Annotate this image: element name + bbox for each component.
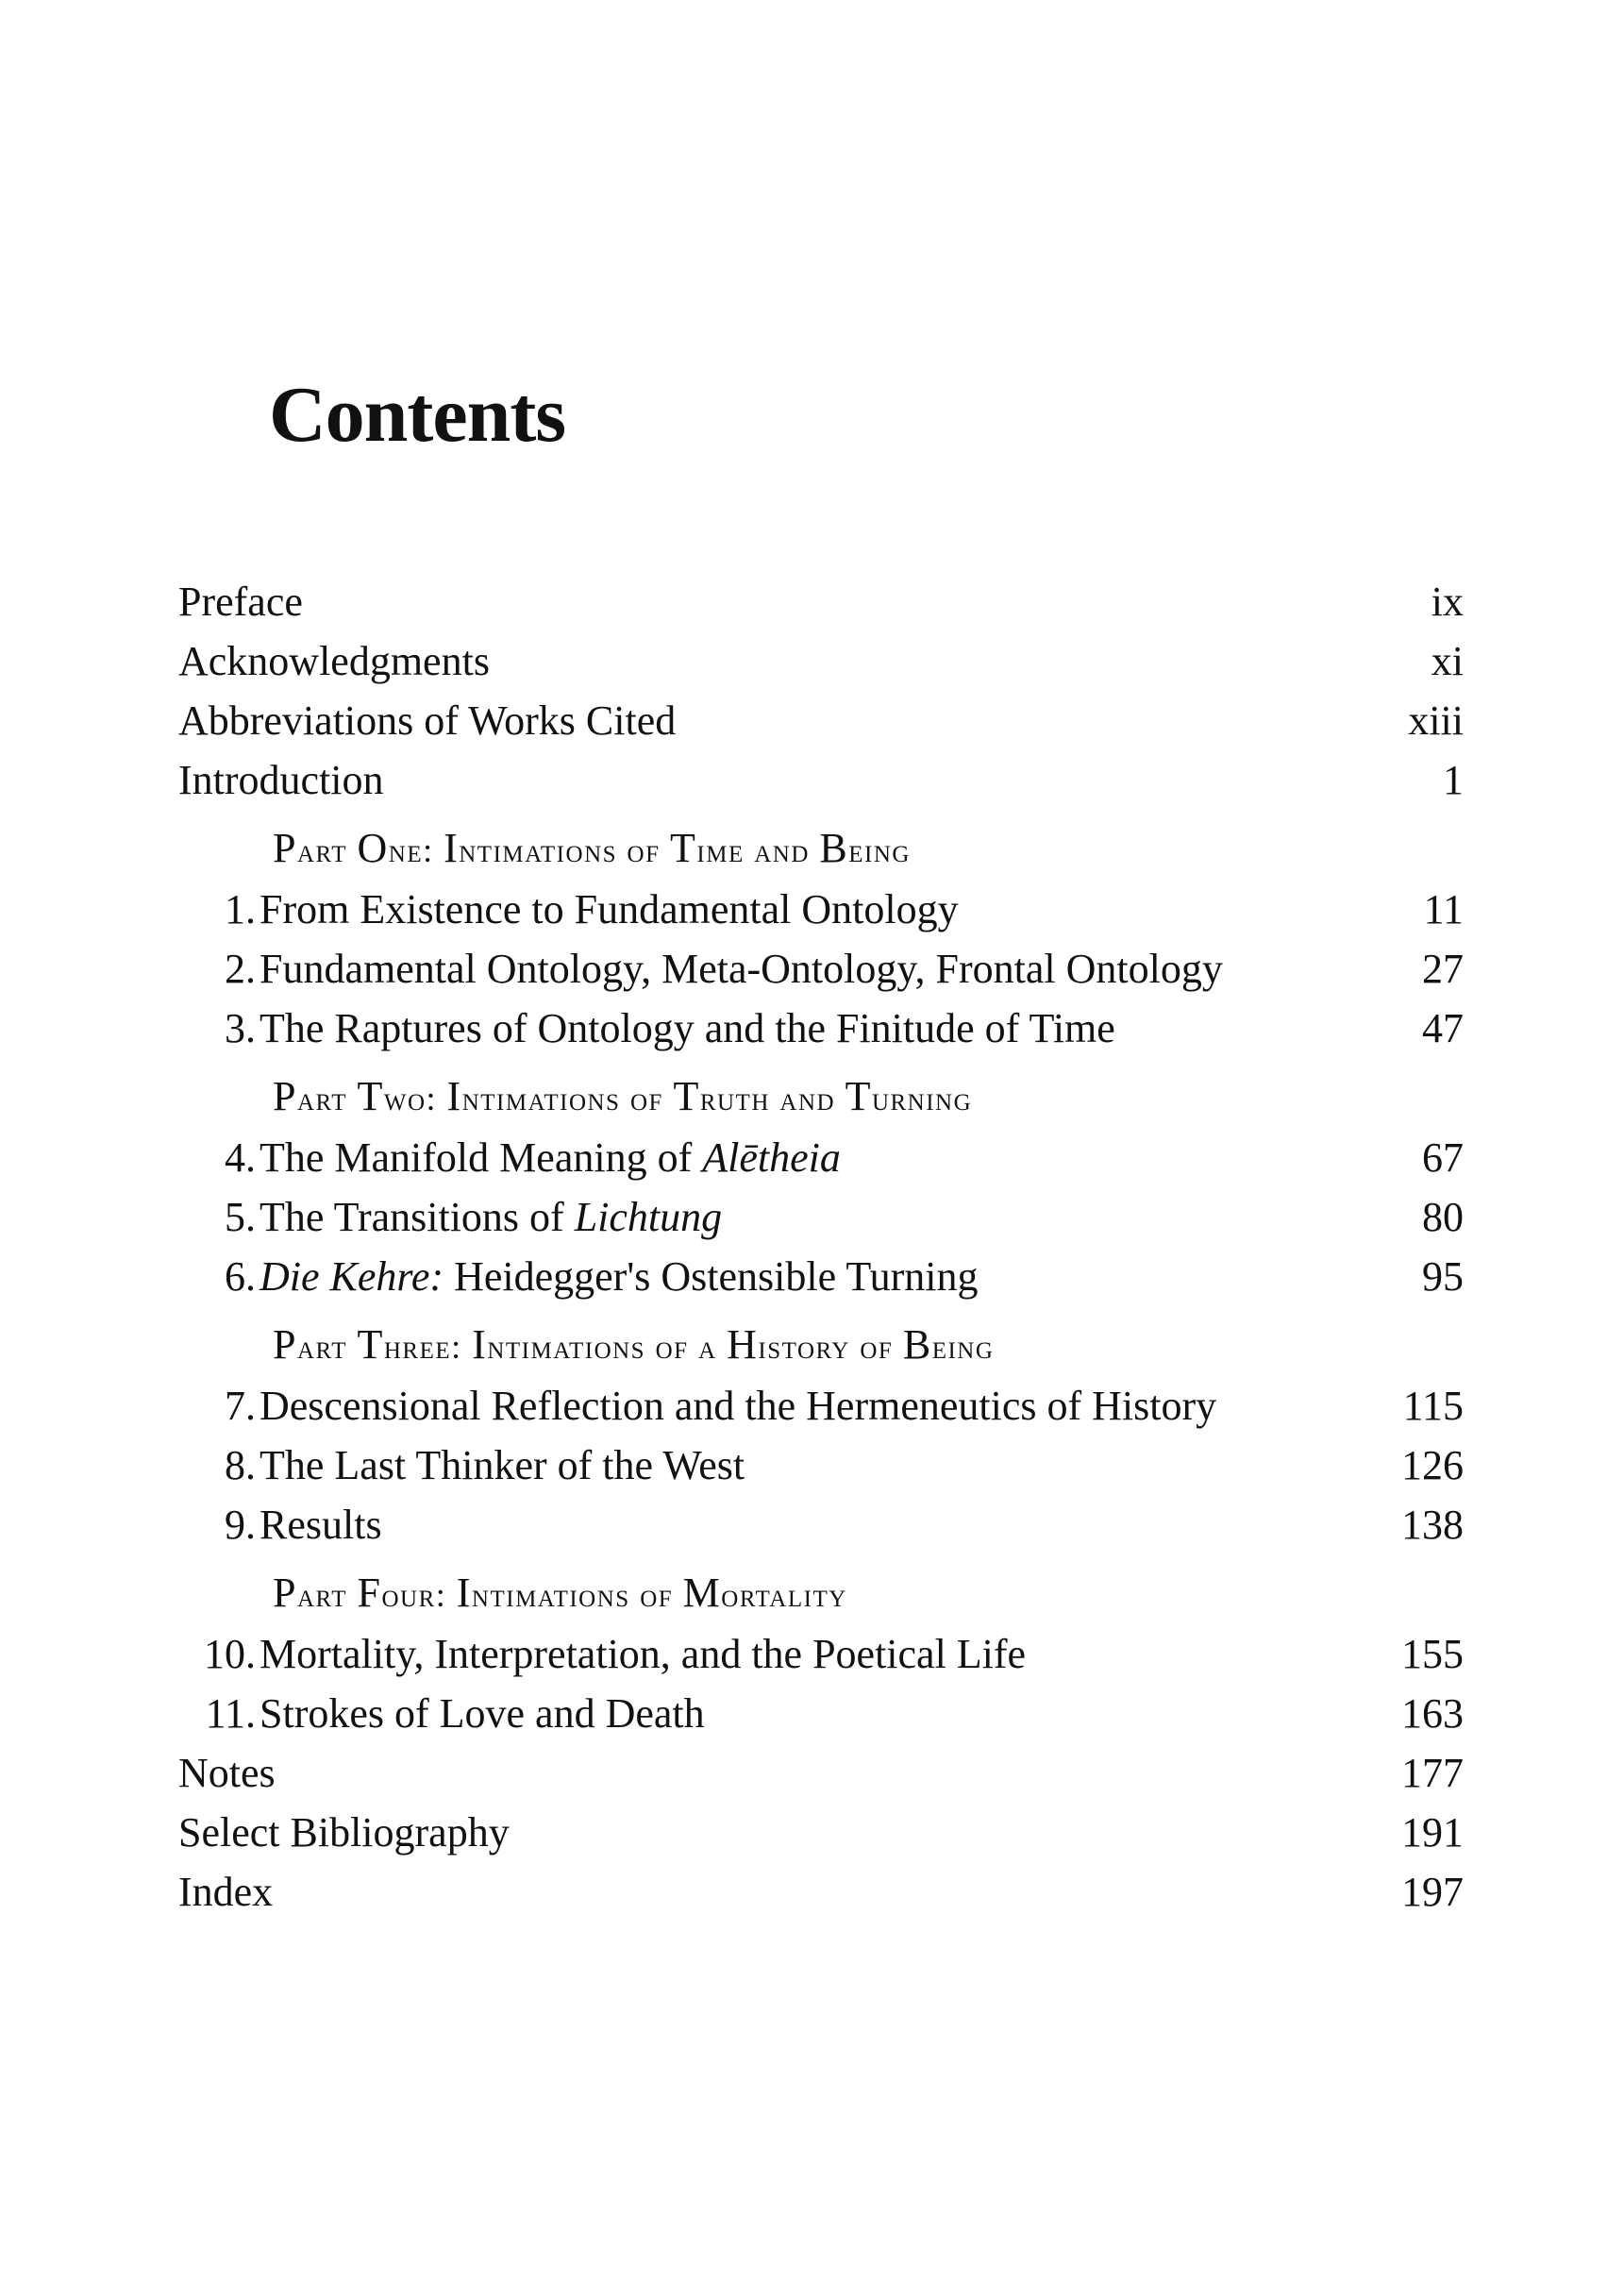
toc-chapter-2[interactable]	[178, 939, 1464, 999]
toc-entry-abbreviations[interactable]	[178, 691, 1464, 750]
chapter-number: 7.	[225, 1383, 256, 1429]
toc-entry-page: xiii	[1408, 697, 1464, 744]
chapter-title	[260, 1247, 979, 1306]
chapter-title: Mortality, Interpretation, and the Poetical Life	[260, 1631, 1027, 1677]
toc-entry-title: Notes	[178, 1750, 276, 1796]
toc-entry-title: Introduction	[178, 757, 384, 803]
toc-entry-title: Acknowledgments	[178, 638, 490, 684]
toc-chapter-4[interactable]	[178, 1128, 1464, 1187]
toc-entry-preface[interactable]	[178, 572, 1464, 631]
chapter-title-italic: Lichtung	[574, 1194, 723, 1240]
part-label: Part Two: Intimations of Truth and Turning	[273, 1073, 973, 1119]
toc-entry-title: Index	[178, 1869, 274, 1915]
chapter-title-text: The Manifold Meaning of	[260, 1134, 703, 1181]
part-label: Part Four: Intimations of Mortality	[273, 1570, 847, 1616]
part-label: Part One: Intimations of Time and Being	[273, 825, 911, 871]
chapter-page: 27	[1422, 946, 1464, 992]
toc-entry-page: 177	[1401, 1750, 1464, 1796]
chapter-title-italic: Die Kehre:	[260, 1253, 444, 1300]
chapter-title: The Raptures of Ontology and the Finitude of Time	[260, 1005, 1115, 1051]
table-of-contents	[178, 572, 1464, 1922]
chapter-title	[260, 1187, 722, 1247]
toc-chapter-6[interactable]	[178, 1247, 1464, 1306]
chapter-page: 47	[1422, 1005, 1464, 1051]
toc-chapter-8[interactable]	[178, 1436, 1464, 1495]
toc-entry-page: ix	[1431, 579, 1464, 625]
chapter-title: Fundamental Ontology, Meta-Ontology, Frontal Ontology	[260, 946, 1223, 992]
toc-entry-index[interactable]	[178, 1862, 1464, 1922]
chapter-number: 10.	[204, 1631, 256, 1677]
chapter-title: Descensional Reflection and the Hermeneutics of History	[260, 1383, 1217, 1429]
chapter-number: 6.	[225, 1253, 256, 1300]
chapter-number: 3.	[225, 1005, 256, 1051]
chapter-page: 163	[1401, 1690, 1464, 1737]
chapter-title: The Last Thinker of the West	[260, 1442, 745, 1488]
chapter-number: 11.	[205, 1690, 256, 1737]
page-title: Contents	[269, 371, 566, 459]
toc-entry-notes[interactable]	[178, 1743, 1464, 1803]
toc-chapter-11[interactable]	[178, 1684, 1464, 1743]
chapter-page: 126	[1401, 1442, 1464, 1488]
chapter-number: 1.	[225, 886, 256, 932]
toc-entry-page: 197	[1401, 1869, 1464, 1915]
toc-chapter-3[interactable]	[178, 999, 1464, 1058]
chapter-number: 4.	[225, 1134, 256, 1181]
part-heading-four	[178, 1554, 1464, 1624]
toc-entry-title: Select Bibliography	[178, 1809, 510, 1856]
chapter-title: From Existence to Fundamental Ontology	[260, 886, 959, 932]
toc-chapter-10[interactable]	[178, 1624, 1464, 1684]
chapter-page: 11	[1423, 886, 1464, 932]
part-heading-three	[178, 1306, 1464, 1376]
chapter-page: 95	[1422, 1253, 1464, 1300]
chapter-number: 8.	[225, 1442, 256, 1488]
toc-entry-title: Preface	[178, 579, 303, 625]
toc-entry-title: Abbreviations of Works Cited	[178, 697, 677, 744]
chapter-title: Results	[260, 1502, 382, 1548]
chapter-title-italic: Alētheia	[702, 1134, 841, 1181]
toc-entry-introduction[interactable]	[178, 750, 1464, 810]
toc-chapter-5[interactable]	[178, 1187, 1464, 1247]
chapter-page: 80	[1422, 1194, 1464, 1240]
part-heading-one	[178, 810, 1464, 880]
chapter-number: 2.	[225, 946, 256, 992]
toc-entry-acknowledgments[interactable]	[178, 631, 1464, 691]
chapter-page: 115	[1402, 1383, 1464, 1429]
chapter-page: 67	[1422, 1134, 1464, 1181]
chapter-page: 138	[1401, 1502, 1464, 1548]
chapter-title-text: The Transitions of	[260, 1194, 575, 1240]
toc-entry-bibliography[interactable]	[178, 1803, 1464, 1862]
chapter-number: 5.	[225, 1194, 256, 1240]
chapter-title	[260, 1128, 841, 1187]
chapter-title-text: Heidegger's Ostensible Turning	[444, 1253, 979, 1300]
chapter-number: 9.	[225, 1502, 256, 1548]
chapter-title: Strokes of Love and Death	[260, 1690, 705, 1737]
toc-entry-page: 1	[1443, 757, 1464, 803]
part-label: Part Three: Intimations of a History of Being	[273, 1321, 995, 1368]
toc-chapter-7[interactable]	[178, 1376, 1464, 1436]
part-heading-two	[178, 1058, 1464, 1128]
toc-chapter-9[interactable]	[178, 1495, 1464, 1554]
chapter-page: 155	[1401, 1631, 1464, 1677]
toc-entry-page: xi	[1431, 638, 1464, 684]
toc-entry-page: 191	[1401, 1809, 1464, 1856]
toc-chapter-1[interactable]	[178, 880, 1464, 939]
